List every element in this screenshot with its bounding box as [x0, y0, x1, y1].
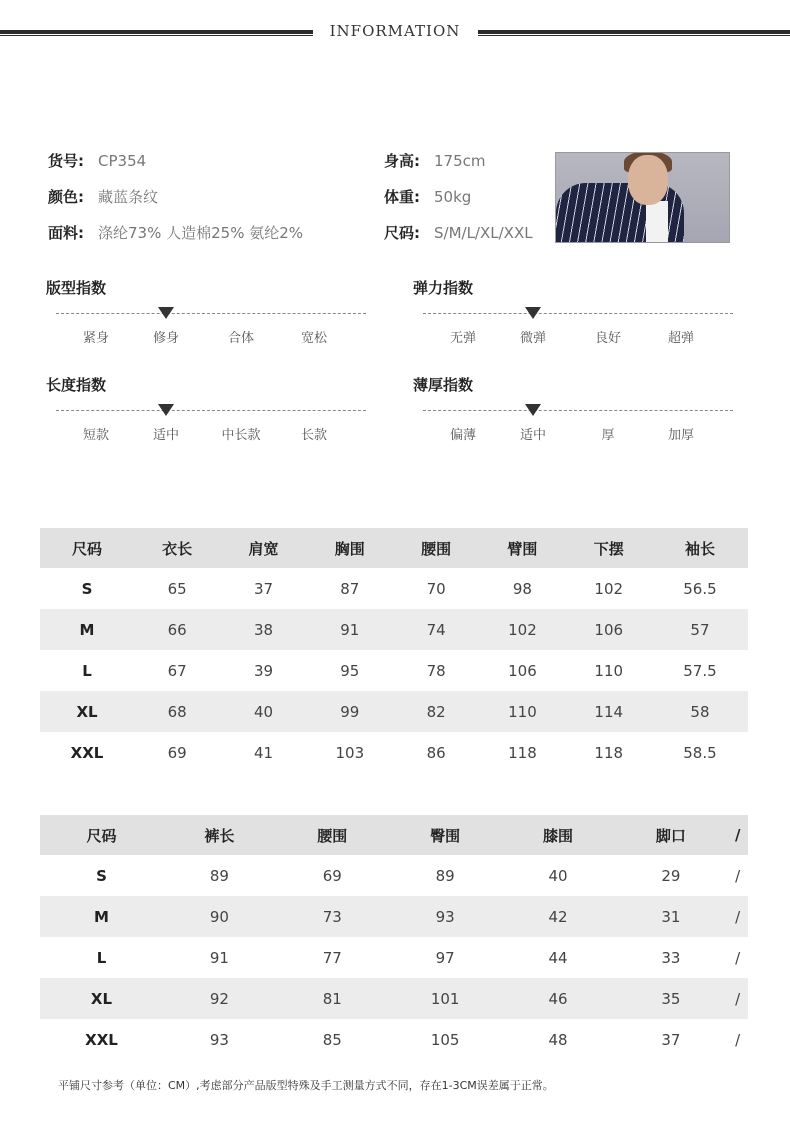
measure-cell: 48	[548, 1030, 568, 1049]
scale-title: 版型指数	[46, 279, 107, 297]
scale-option: 长款	[300, 428, 327, 443]
measure-cell: 87	[340, 579, 360, 598]
measure-cell: 92	[163, 978, 276, 1019]
column-header: 下摆	[566, 528, 652, 568]
measure-cell: 89	[435, 866, 455, 885]
table-row	[40, 978, 748, 1019]
scale-marker-icon	[158, 404, 174, 416]
jacket-size-table	[40, 528, 748, 773]
measure-cell: 106	[566, 609, 652, 650]
measure-cell: /	[735, 1030, 741, 1049]
measure-cell: 106	[508, 661, 537, 680]
measure-cell: 46	[502, 978, 615, 1019]
scale-title: 弹力指数	[413, 279, 474, 297]
column-header: 腰围	[393, 528, 479, 568]
measure-cell: 118	[594, 743, 624, 762]
measurement-note: 平铺尺寸参考（单位：CM）,考虑部分产品版型特殊及手工测量方式不同，存在1-3CM误差属于正常。	[58, 1079, 554, 1092]
scale-option: 超弹	[667, 331, 694, 346]
size-cell: S	[81, 579, 93, 598]
info-label: 身高:	[384, 152, 420, 170]
info-value: 藏蓝条纹	[98, 188, 159, 206]
measure-cell: 56.5	[683, 579, 717, 598]
measure-cell: 118	[508, 743, 537, 762]
info-item-color	[48, 186, 158, 207]
column-header: 脚口	[614, 815, 727, 855]
measure-cell: 90	[163, 896, 276, 937]
scale-track	[56, 410, 366, 411]
scale-track	[56, 313, 366, 314]
info-value: 175cm	[434, 152, 486, 170]
column-header: 膝围	[502, 815, 615, 855]
model-shirt	[646, 201, 668, 243]
measure-cell: 86	[426, 743, 446, 762]
measure-cell: 82	[393, 691, 479, 732]
measure-cell: 33	[661, 948, 681, 967]
info-item-fabric	[48, 222, 303, 243]
measure-cell: 65	[167, 579, 187, 598]
table-row	[40, 855, 748, 896]
scale-track	[423, 410, 733, 411]
table-row	[40, 732, 748, 773]
scale-option: 偏薄	[449, 428, 476, 443]
info-value: S/M/L/XL/XXL	[434, 224, 533, 242]
measure-cell: 39	[253, 661, 274, 680]
measure-cell: 103	[335, 743, 365, 762]
column-header: 衣长	[134, 528, 220, 568]
measure-cell: 69	[322, 866, 342, 885]
size-cell: L	[96, 948, 107, 967]
scale-option: 短款	[82, 428, 109, 443]
measure-cell: 44	[548, 948, 568, 967]
column-header: 裤长	[163, 815, 276, 855]
table-header-row	[40, 815, 748, 855]
table-row	[40, 691, 748, 732]
header-rule-right	[478, 30, 790, 34]
info-item-size	[384, 222, 533, 243]
measure-cell: 89	[209, 866, 229, 885]
measure-cell: 29	[661, 866, 681, 885]
measure-cell: 42	[502, 896, 615, 937]
scale-option: 良好	[594, 331, 621, 346]
measure-cell: 67	[167, 661, 187, 680]
measure-cell: 58.5	[683, 743, 717, 762]
size-cell: S	[96, 866, 107, 885]
size-cell: M	[40, 896, 163, 937]
column-header: 尺码	[40, 815, 163, 855]
scale-option: 修身	[152, 331, 179, 346]
size-cell: XXL	[70, 743, 104, 762]
measure-cell: 38	[220, 609, 306, 650]
measure-cell: 77	[322, 948, 342, 967]
measure-cell: 105	[430, 1030, 460, 1049]
info-label: 面料:	[48, 224, 84, 242]
measure-cell: 70	[426, 579, 446, 598]
measure-cell: 66	[134, 609, 220, 650]
info-item-height	[384, 150, 486, 171]
measure-cell: 69	[167, 743, 187, 762]
scale-marker-icon	[525, 307, 541, 319]
column-header: /	[727, 815, 748, 855]
info-item-weight	[384, 186, 471, 207]
info-item-sku	[48, 150, 146, 171]
measure-cell: 101	[389, 978, 502, 1019]
measure-cell: 81	[276, 978, 389, 1019]
scale-marker-icon	[158, 307, 174, 319]
measure-cell: 78	[426, 661, 446, 680]
scale-option: 宽松	[300, 331, 327, 346]
measure-cell: 37	[253, 579, 274, 598]
scale-option: 无弹	[449, 331, 476, 346]
scale-title: 薄厚指数	[413, 376, 474, 394]
measure-cell: 114	[566, 691, 652, 732]
info-value: CP354	[98, 152, 147, 170]
measure-cell: 57	[652, 609, 748, 650]
size-cell: L	[82, 661, 92, 680]
measure-cell: 95	[340, 661, 360, 680]
size-cell: XXL	[85, 1030, 118, 1049]
column-header: 腰围	[276, 815, 389, 855]
info-value: 涤纶73% 人造棉25% 氨纶2%	[98, 224, 304, 242]
column-header: 袖长	[652, 528, 748, 568]
scale-option: 适中	[152, 428, 179, 443]
scale-option: 中长款	[221, 428, 261, 443]
measure-cell: /	[727, 896, 748, 937]
measure-cell: 99	[307, 691, 393, 732]
size-cell: M	[40, 609, 134, 650]
table-row	[40, 896, 748, 937]
measure-cell: 91	[307, 609, 393, 650]
measure-cell: /	[727, 978, 748, 1019]
measure-cell: 97	[435, 948, 455, 967]
measure-cell: 93	[389, 896, 502, 937]
measure-cell: 98	[512, 579, 532, 598]
table-row	[40, 650, 748, 691]
measure-cell: 58	[652, 691, 748, 732]
info-label: 体重:	[384, 188, 420, 206]
scale-option: 紧身	[82, 331, 109, 346]
info-value: 50kg	[434, 188, 472, 206]
table-header-row	[40, 528, 748, 568]
model-photo	[555, 152, 730, 243]
info-label: 颜色:	[48, 188, 84, 206]
scale-track	[423, 313, 733, 314]
measure-cell: 41	[253, 743, 274, 762]
measure-cell: 40	[548, 866, 568, 885]
measure-cell: 35	[614, 978, 727, 1019]
measure-cell: 93	[209, 1030, 229, 1049]
size-cell: XL	[40, 978, 163, 1019]
table-row	[40, 568, 748, 609]
measure-cell: /	[735, 866, 741, 885]
size-cell: XL	[40, 691, 134, 732]
scale-option: 厚	[601, 428, 615, 443]
measure-cell: 91	[209, 948, 229, 967]
info-label: 货号:	[48, 152, 84, 170]
table-row	[40, 1019, 748, 1060]
header-rule-left	[0, 30, 313, 34]
measure-cell: 37	[661, 1030, 681, 1049]
measure-cell: 31	[614, 896, 727, 937]
model-head	[628, 155, 668, 205]
measure-cell: 110	[594, 661, 624, 680]
measure-cell: 74	[393, 609, 479, 650]
pants-size-table	[40, 815, 748, 1060]
measure-cell: 40	[220, 691, 306, 732]
measure-cell: 102	[594, 579, 624, 598]
page-title: INFORMATION	[329, 22, 461, 40]
measure-cell: 102	[479, 609, 565, 650]
column-header: 尺码	[40, 528, 134, 568]
scale-option: 合体	[227, 331, 254, 346]
column-header: 臀围	[389, 815, 502, 855]
measure-cell: 73	[276, 896, 389, 937]
measure-cell: 68	[134, 691, 220, 732]
column-header: 肩宽	[220, 528, 306, 568]
measure-cell: 110	[479, 691, 565, 732]
info-label: 尺码:	[384, 224, 420, 242]
measure-cell: 85	[322, 1030, 342, 1049]
table-row	[40, 609, 748, 650]
scale-marker-icon	[525, 404, 541, 416]
column-header: 胸围	[307, 528, 393, 568]
column-header: 臂围	[479, 528, 565, 568]
scale-option: 加厚	[667, 428, 694, 443]
scale-option: 微弹	[519, 331, 546, 346]
scale-title: 长度指数	[46, 376, 107, 394]
table-row	[40, 937, 748, 978]
measure-cell: 57.5	[683, 661, 717, 680]
measure-cell: /	[735, 948, 741, 967]
scale-option: 适中	[519, 428, 546, 443]
